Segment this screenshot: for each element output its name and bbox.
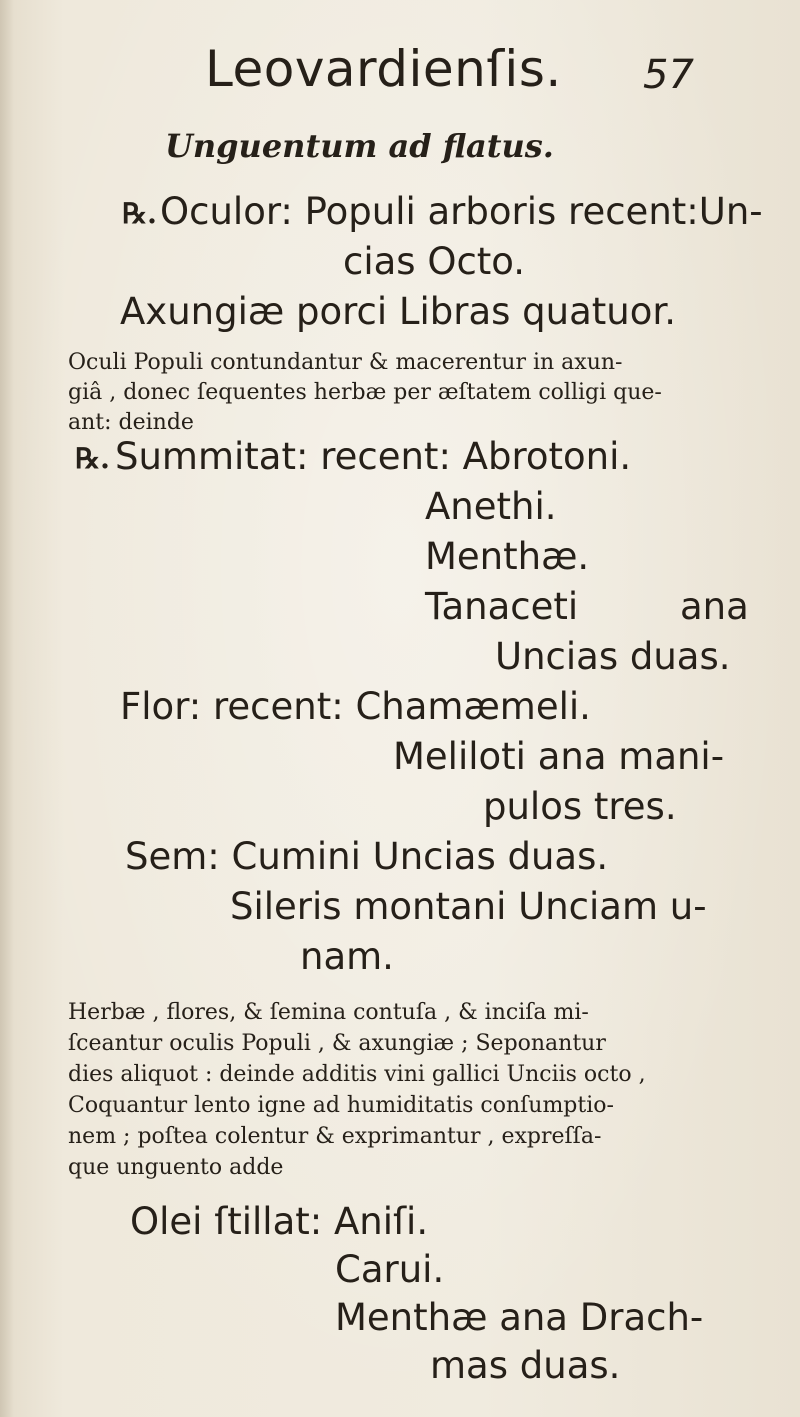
note1-line1: Oculi Populi contundantur & macerentur in axun- <box>68 350 623 375</box>
recipe3-line1: Olei ſtillat: Aniſi. <box>130 1200 429 1243</box>
recipe2-line1: Summitat: recent: Abrotoni. <box>115 435 632 478</box>
recipe2-line5: Uncias duas. <box>495 635 731 678</box>
recipe2-line8: pulos tres. <box>483 785 677 828</box>
recipe2-line3: Menthæ. <box>425 535 590 578</box>
note2-line6: que unguento adde <box>68 1155 284 1180</box>
page-gutter-shadow <box>0 0 14 1417</box>
recipe3-line3: Menthæ ana Drach- <box>335 1296 704 1339</box>
recipe-symbol: ℞. <box>75 442 110 475</box>
recipe2-line4-ana: ana <box>680 585 749 628</box>
note2-line4: Coquantur lento igne ad humiditatis conſumptio- <box>68 1093 614 1118</box>
recipe2-line7: Meliloti ana mani- <box>393 735 725 778</box>
running-head: Leovardienſis. <box>205 40 562 98</box>
recipe-title: Unguentum ad flatus. <box>165 127 554 165</box>
note2-line5: nem ; poſtea colentur & exprimantur , expreſſa- <box>68 1124 602 1149</box>
recipe1-line3: Axungiæ porci Libras quatuor. <box>120 290 676 333</box>
recipe-symbol: ℞. <box>122 197 157 230</box>
recipe2-line11: nam. <box>300 935 394 978</box>
note2-line2: ſceantur oculis Populi , & axungiæ ; Seponantur <box>68 1031 606 1056</box>
recipe1-line2: cias Octo. <box>343 240 526 283</box>
page-number: 57 <box>643 52 694 98</box>
recipe2-line6: Flor: recent: Chamæmeli. <box>120 685 591 728</box>
note2-line1: Herbæ , flores, & ſemina contuſa , & inciſa mi- <box>68 1000 589 1025</box>
recipe2-line4-name: Tanaceti <box>425 585 579 628</box>
recipe2-line10: Sileris montani Unciam u- <box>230 885 707 928</box>
note1-line3: ant: deinde <box>68 410 194 435</box>
recipe1-line1: Oculor: Populi arboris recent:Un- <box>160 190 763 233</box>
recipe3-line4: mas duas. <box>430 1344 621 1387</box>
recipe3-line2: Carui. <box>335 1248 445 1291</box>
note2-line3: dies aliquot : deinde additis vini gallici Unciis octo , <box>68 1062 646 1087</box>
recipe2-line9: Sem: Cumini Uncias duas. <box>125 835 609 878</box>
note1-line2: giâ , donec ſequentes herbæ per æſtatem colligi que- <box>68 380 662 405</box>
recipe2-line2: Anethi. <box>425 485 557 528</box>
